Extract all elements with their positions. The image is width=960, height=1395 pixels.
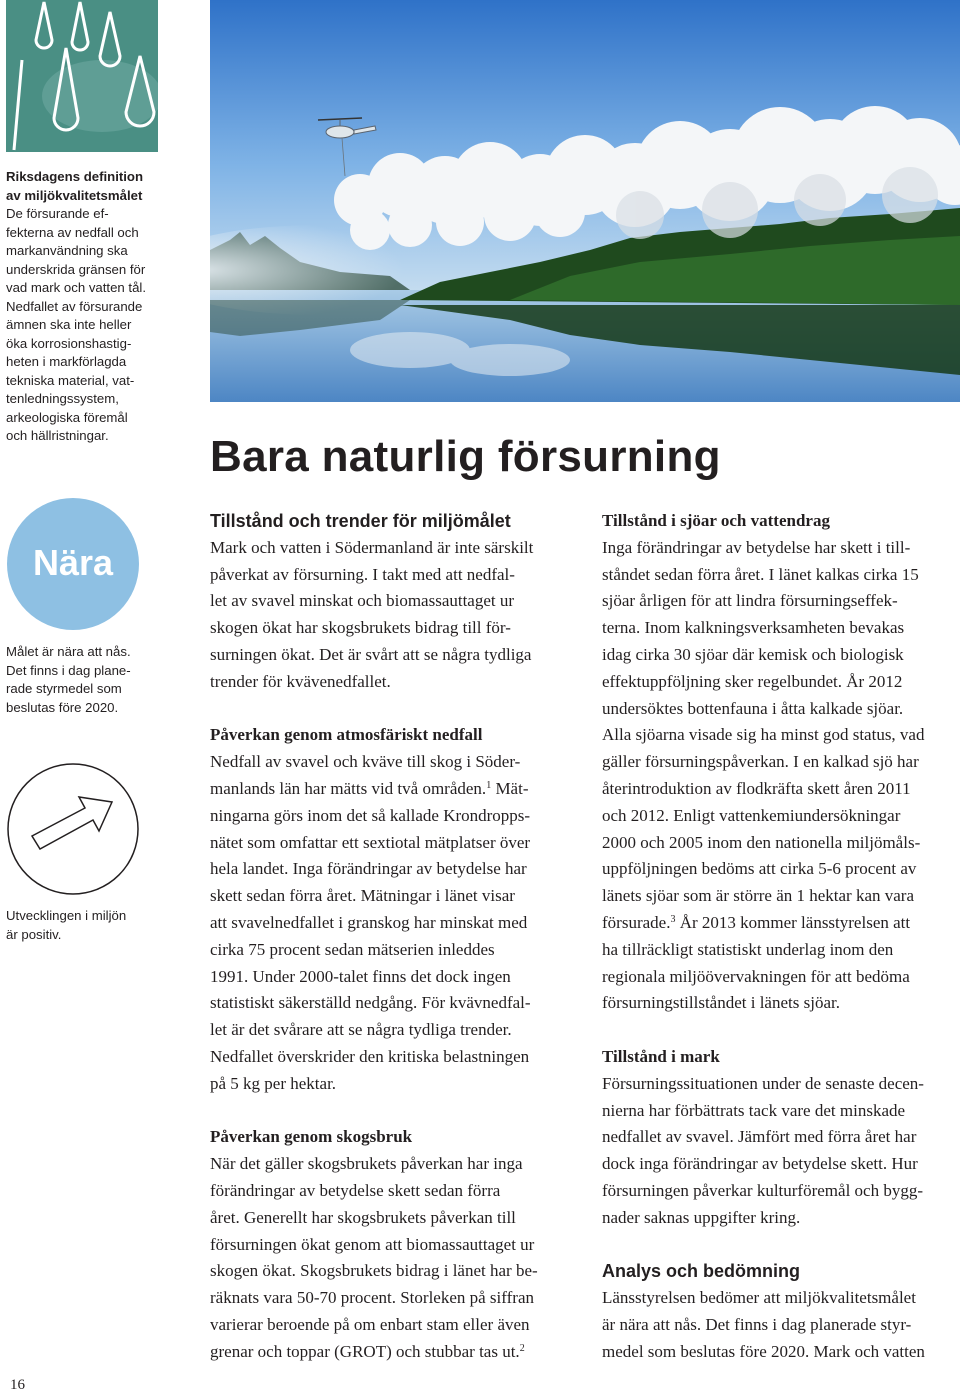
page-title: Bara naturlig försurning bbox=[210, 432, 721, 481]
definition-line: tenledningssystem, bbox=[6, 391, 119, 406]
body-line: Inga förändringar av betydelse har skett i till- bbox=[602, 537, 911, 557]
section-heading: Påverkan genom skogsbruk bbox=[210, 1127, 413, 1147]
body-line: regionala miljöövervakningen för att bedöma bbox=[602, 966, 910, 986]
status-description bbox=[6, 643, 156, 717]
body-line: ningarna görs inom det så kallade Krondropps- bbox=[210, 805, 531, 825]
status-line: Det finns i dag plane- bbox=[6, 662, 131, 678]
footnote-mark: 3 bbox=[670, 913, 676, 925]
main-column-right bbox=[602, 508, 957, 1366]
body-line: länets sjöar som är större än 1 hektar kan vara bbox=[602, 886, 915, 906]
definition-title: Riksdagens definition bbox=[6, 169, 144, 184]
body-line: Alla sjöarna visade sig ha minst god status, vad bbox=[602, 725, 925, 745]
body-line: varierar beroende på om enbart stam eller även bbox=[210, 1314, 530, 1334]
body-line: Nedfallet överskrider den kritiska belastningen bbox=[210, 1046, 530, 1066]
raindrop-logo-icon bbox=[6, 0, 158, 152]
body-line: terna. Inom kalkningsverksamheten bevakas bbox=[602, 618, 905, 638]
body-line: hela landet. Inga förändringar av betydelse har bbox=[210, 859, 527, 879]
body-line: undersöktes bottenfauna i åtta kalkade sjöar. bbox=[602, 698, 904, 718]
definition-line: öka korrosionshastig- bbox=[6, 335, 132, 351]
body-text: År 2013 kommer länsstyrelsen att bbox=[675, 912, 911, 932]
body-line: gäller försurningspåverkan. I en kalkad sjö har bbox=[602, 752, 919, 772]
footnote-mark: 2 bbox=[519, 1342, 525, 1354]
status-badge bbox=[6, 497, 140, 631]
spacer bbox=[210, 696, 565, 723]
body-line: surningen ökat. Det är svårt att se några tydliga bbox=[210, 644, 532, 664]
body-text: grenar och toppar (GROT) och stubbar tas ut. bbox=[210, 1341, 520, 1361]
body-line: skogen ökat har skogsbrukets bidrag till för- bbox=[210, 618, 511, 638]
body-line: let är det svårare att se några tydliga trender. bbox=[210, 1020, 512, 1040]
body-line bbox=[602, 910, 957, 937]
body-line: att svavelnedfallet i granskog har minskat med bbox=[210, 912, 528, 932]
body-line: nader saknas uppgifter kring. bbox=[602, 1207, 801, 1227]
section-heading: Tillstånd i sjöar och vattendrag bbox=[602, 511, 830, 530]
body-line: försurningen ökat genom att biomassauttaget ur bbox=[210, 1234, 535, 1254]
definition-line: heten i markförlagda bbox=[6, 354, 127, 369]
body-line: försurningen påverkar kulturföremål och bygg- bbox=[602, 1180, 923, 1200]
body-line: Försurningssituationen under de senaste decen- bbox=[602, 1073, 924, 1093]
lake-liming-photo bbox=[210, 0, 960, 402]
body-line: nierna har förbättrats tack vare det minskade bbox=[602, 1100, 906, 1120]
section-heading: Analys och bedömning bbox=[602, 1261, 801, 1282]
page-number: 16 bbox=[10, 1377, 25, 1393]
definition-line: De försurande ef- bbox=[6, 206, 109, 221]
body-line: återintroduktion av flodkräfta skett åren 2011 bbox=[602, 778, 911, 798]
status-badge-label: Nära bbox=[32, 542, 114, 583]
definition-line: fekterna av nedfall och bbox=[6, 224, 139, 240]
definition-line: Nedfallet av försurande bbox=[6, 298, 143, 314]
body-line: räknats vara 50-70 procent. Storleken på siffran bbox=[210, 1288, 534, 1308]
body-text: försurade. bbox=[602, 912, 671, 932]
spacer bbox=[602, 1017, 957, 1044]
body-line: effektuppföljning sker regelbundet. År 2012 bbox=[602, 671, 903, 691]
definition-line: arkeologiska föremål bbox=[6, 409, 128, 425]
body-line: När det gäller skogsbrukets påverkan har inga bbox=[210, 1154, 523, 1174]
definition-title: av miljökvalitetsmålet bbox=[6, 187, 143, 203]
spacer bbox=[210, 1098, 565, 1125]
body-line: Länsstyrelsen bedömer att miljökvalitetsmålet bbox=[602, 1288, 916, 1308]
body-line: förändringar av betydelse skett sedan förra bbox=[210, 1180, 501, 1200]
section-heading: Tillstånd i mark bbox=[602, 1046, 720, 1066]
body-line: försurningstillståndet i länets sjöar. bbox=[602, 993, 840, 1013]
body-line: Mark och vatten i Södermanland är inte särskilt bbox=[210, 537, 534, 557]
body-line: sjöar årligen för att lindra försurningseffek- bbox=[602, 591, 898, 611]
body-line: statistiskt säkerställd nedgång. För kvävnedfal- bbox=[210, 993, 531, 1013]
body-line: let av svavel minskat och biomassauttaget ur bbox=[210, 591, 515, 611]
definition-line: vad mark och vatten tål. bbox=[6, 280, 147, 295]
body-line: påverkat av försurning. I takt med att nedfal- bbox=[210, 564, 515, 584]
body-line: ha tillräckligt statistiskt underlag inom den bbox=[602, 939, 894, 959]
trend-line: är positiv. bbox=[6, 926, 62, 942]
body-line: och 2012. Enligt vattenkemiundersökningar bbox=[602, 805, 901, 825]
definition-line: tekniska material, vat- bbox=[6, 372, 135, 388]
spacer bbox=[602, 1232, 957, 1259]
body-line: 1991. Under 2000-talet finns det dock ingen bbox=[210, 966, 511, 986]
body-line: på 5 kg per hektar. bbox=[210, 1073, 337, 1093]
definition-box bbox=[6, 168, 161, 446]
body-line: 2000 och 2005 inom den nationella miljömåls- bbox=[602, 832, 921, 852]
body-line bbox=[210, 776, 565, 803]
body-line: Nedfall av svavel och kväve till skog i Söder- bbox=[210, 752, 521, 772]
body-line: idag cirka 30 sjöar där kemisk och biologisk bbox=[602, 644, 904, 664]
body-text: manlands län har mätts vid två områden. bbox=[210, 778, 487, 798]
trend-arrow-icon bbox=[6, 762, 140, 896]
definition-line: markanvändning ska bbox=[6, 243, 128, 258]
body-line: cirka 75 procent sedan mätserien inleddes bbox=[210, 939, 495, 959]
status-line: beslutas före 2020. bbox=[6, 699, 119, 715]
status-line: rade styrmedel som bbox=[6, 681, 122, 696]
definition-line: ämnen ska inte heller bbox=[6, 317, 132, 332]
footnote-mark: 1 bbox=[486, 779, 492, 791]
status-line: Målet är nära att nås. bbox=[6, 644, 131, 659]
body-line: skett sedan förra året. Mätningar i länet visar bbox=[210, 886, 515, 906]
definition-line: och hällristningar. bbox=[6, 428, 109, 443]
body-line bbox=[210, 1339, 565, 1366]
body-line: dock inga förändringar av betydelse skett. Hur bbox=[602, 1154, 918, 1174]
body-line: året. Generellt har skogsbrukets påverkan till bbox=[210, 1207, 516, 1227]
body-line: ståndet sedan förra året. I länet kalkas cirka 15 bbox=[602, 564, 919, 584]
body-line: är nära att nås. Det finns i dag planerade styr- bbox=[602, 1314, 912, 1334]
section-heading: Påverkan genom atmosfäriskt nedfall bbox=[210, 725, 483, 745]
main-column-left bbox=[210, 508, 565, 1366]
body-line: uppföljningen bedöms att cirka 5-6 procent av bbox=[602, 859, 917, 879]
body-line: trender för kvävenedfallet. bbox=[210, 671, 391, 691]
trend-description bbox=[6, 907, 156, 944]
trend-line: Utvecklingen i miljön bbox=[6, 908, 127, 923]
body-text: Mät- bbox=[491, 778, 529, 798]
definition-line: underskrida gränsen för bbox=[6, 261, 146, 277]
section-heading: Tillstånd och trender för miljömålet bbox=[210, 511, 511, 531]
body-line: nätet som omfattar ett sextiotal mätplatser över bbox=[210, 832, 531, 852]
body-line: skogen ökat. Skogsbrukets bidrag i länet har be- bbox=[210, 1261, 538, 1281]
body-line: medel som beslutas före 2020. Mark och vatten bbox=[602, 1341, 925, 1361]
body-line: nedfallet av svavel. Jämfört med förra året har bbox=[602, 1127, 917, 1147]
